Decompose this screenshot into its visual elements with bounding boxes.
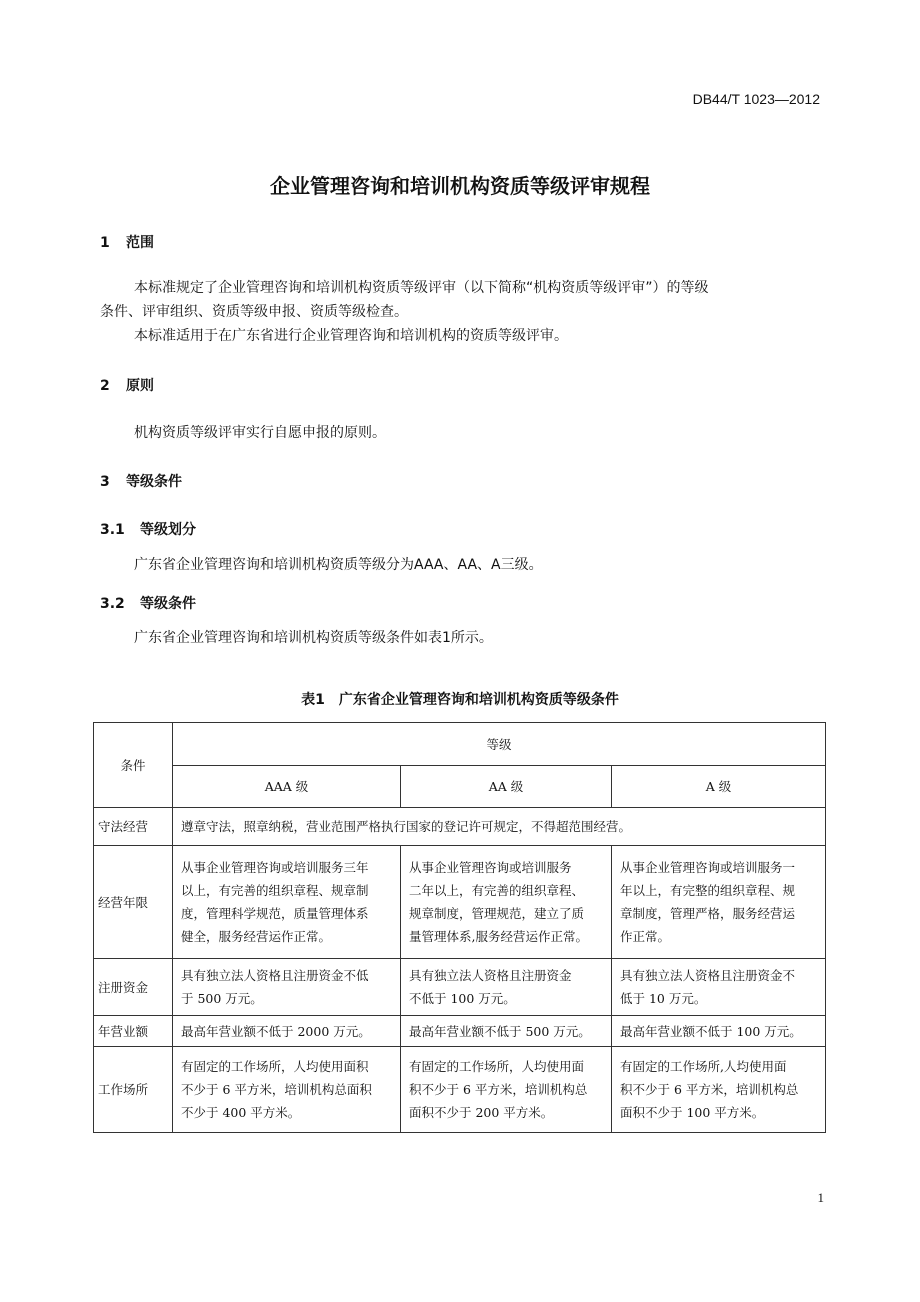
cell-line: 最高年营业额不低于 500 万元。 [409, 1023, 591, 1039]
cell-line: 从事企业管理咨询或培训服务三年 [181, 860, 369, 875]
header-grade-aa: AA 级 [401, 766, 612, 808]
cell-line: 具有独立法人资格且注册资金 [409, 968, 572, 983]
table-caption: 表1 广东省企业管理咨询和培训机构资质等级条件 [301, 692, 619, 708]
cell-line: 从事企业管理咨询或培训服务一 [620, 860, 796, 875]
cell-line: 有固定的工作场所，人均使用面积 [181, 1059, 369, 1074]
row-label: 工作场所 [94, 1047, 173, 1133]
section-title: 等级条件 [140, 596, 196, 612]
cell-line: 量管理体系,服务经营运作正常。 [409, 929, 588, 944]
header-condition: 条件 [94, 723, 173, 808]
section-title: 等级条件 [126, 474, 182, 490]
table-row [94, 1047, 826, 1133]
cell-line: 二年以上，有完善的组织章程、 [409, 883, 585, 898]
cell-line: 从事企业管理咨询或培训服务 [409, 860, 572, 875]
section-3-2-heading [100, 593, 196, 613]
table-cell [173, 959, 401, 1016]
cell-line: 有固定的工作场所，人均使用面 [409, 1059, 585, 1074]
paragraph-line: 广东省企业管理咨询和培训机构资质等级分为AAA、AA、A三级。 [134, 557, 543, 573]
section-1-body [100, 276, 830, 348]
paragraph-line: 条件、评审组织、资质等级申报、资质等级检查。 [100, 304, 408, 320]
table-cell [401, 1047, 612, 1133]
table-row [94, 846, 826, 959]
table-cell [612, 1016, 826, 1047]
cell-line: 最高年营业额不低于 2000 万元。 [181, 1023, 371, 1039]
section-number: 3 [100, 474, 110, 490]
section-number: 3.2 [100, 596, 125, 612]
table-row [94, 1016, 826, 1047]
cell-line: 年以上，有完整的组织章程、规 [620, 883, 796, 898]
cell-line: 具有独立法人资格且注册资金不 [620, 968, 796, 983]
document-title: 企业管理咨询和培训机构资质等级评审规程 [270, 174, 650, 198]
standard-number: DB44/T 1023—2012 [692, 91, 820, 107]
cell-line: 积不少于 6 平方米，培训机构总 [409, 1082, 588, 1097]
table-cell [612, 1047, 826, 1133]
paragraph-line: 机构资质等级评审实行自愿申报的原则。 [134, 425, 386, 441]
table-cell [173, 1047, 401, 1133]
row-label: 注册资金 [94, 959, 173, 1016]
table-cell [612, 959, 826, 1016]
cell-line: 面积不少于 200 平方米。 [409, 1105, 554, 1120]
paragraph-line: 本标准规定了企业管理咨询和培训机构资质等级评审（以下简称“机构资质等级评审”）的等级 [134, 280, 709, 296]
header-grade-a: A 级 [612, 766, 826, 808]
cell-line: 有固定的工作场所,人均使用面 [620, 1059, 787, 1074]
cell-line: 规章制度，管理规范，建立了质 [409, 906, 585, 921]
section-2-heading [100, 375, 154, 395]
paragraph-line: 广东省企业管理咨询和培训机构资质等级条件如表1所示。 [134, 630, 493, 646]
cell-line: 以上，有完善的组织章程、规章制 [181, 883, 369, 898]
table-cell: 遵章守法，照章纳税，营业范围严格执行国家的登记许可规定，不得超范围经营。 [173, 808, 826, 846]
table-cell [401, 846, 612, 959]
row-label: 年营业额 [94, 1016, 173, 1047]
table-cell [401, 959, 612, 1016]
cell-line: 作正常。 [620, 929, 671, 944]
cell-line: 不少于 6 平方米，培训机构总面积 [181, 1082, 372, 1097]
cell-line: 于 500 万元。 [181, 991, 263, 1006]
cell-line: 积不少于 6 平方米，培训机构总 [620, 1082, 799, 1097]
header-grade-aaa: AAA 级 [173, 766, 401, 808]
cell-line: 最高年营业额不低于 100 万元。 [620, 1023, 802, 1039]
section-3-heading [100, 471, 182, 491]
cell-line: 不低于 100 万元。 [409, 991, 516, 1006]
cell-line: 面积不少于 100 平方米。 [620, 1105, 765, 1120]
section-number: 3.1 [100, 522, 125, 538]
grade-conditions-table [93, 722, 826, 1133]
table-row [94, 808, 826, 846]
table-cell [173, 1016, 401, 1047]
cell-line: 低于 10 万元。 [620, 991, 707, 1006]
paragraph-line: 本标准适用于在广东省进行企业管理咨询和培训机构的资质等级评审。 [134, 328, 568, 344]
section-3-1-heading [100, 519, 196, 539]
cell-line: 不少于 400 平方米。 [181, 1105, 301, 1120]
cell-line: 具有独立法人资格且注册资金不低 [181, 968, 369, 983]
table-cell [612, 846, 826, 959]
section-number: 2 [100, 378, 110, 394]
row-label: 守法经营 [94, 808, 173, 846]
section-title: 范围 [126, 235, 154, 251]
cell-line: 章制度，管理严格，服务经营运 [620, 906, 796, 921]
header-grade: 等级 [173, 723, 826, 766]
section-number: 1 [100, 235, 110, 251]
section-title: 原则 [126, 378, 154, 394]
cell-line: 健全，服务经营运作正常。 [181, 929, 332, 944]
section-title: 等级划分 [140, 522, 196, 538]
row-label: 经营年限 [94, 846, 173, 959]
table-row [94, 959, 826, 1016]
cell-line: 度，管理科学规范，质量管理体系 [181, 906, 369, 921]
section-1-heading [100, 232, 154, 252]
table-cell [401, 1016, 612, 1047]
page-number: 1 [817, 1190, 824, 1205]
table-cell [173, 846, 401, 959]
